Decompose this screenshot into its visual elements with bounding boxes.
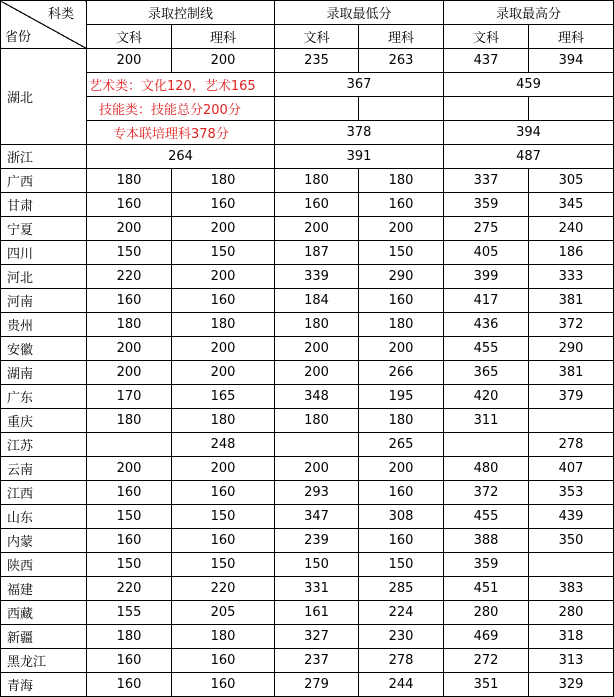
score-cell: 160 — [87, 673, 172, 697]
control-line-header: 录取控制线 — [87, 1, 275, 25]
score-cell: 272 — [444, 649, 529, 673]
score-cell: 160 — [87, 529, 172, 553]
table-row — [1, 289, 614, 313]
score-cell: 205 — [172, 601, 275, 625]
score-cell: 180 — [359, 169, 444, 193]
score-cell: 313 — [529, 649, 614, 673]
score-cell: 280 — [529, 601, 614, 625]
table-row — [1, 217, 614, 241]
score-cell: 235 — [275, 49, 359, 73]
province-cell: 黑龙江 — [1, 649, 87, 673]
score-cell: 285 — [359, 577, 444, 601]
province-cell: 安徽 — [1, 337, 87, 361]
province-cell: 湖南 — [1, 361, 87, 385]
score-cell: 280 — [444, 601, 529, 625]
score-cell: 200 — [172, 457, 275, 481]
score-cell: 160 — [172, 481, 275, 505]
score-cell: 353 — [529, 481, 614, 505]
score-cell: 160 — [172, 649, 275, 673]
score-cell: 155 — [87, 601, 172, 625]
score-cell: 278 — [359, 649, 444, 673]
province-cell: 广东 — [1, 385, 87, 409]
score-cell: 351 — [444, 673, 529, 697]
score-cell: 200 — [172, 361, 275, 385]
score-cell: 455 — [444, 505, 529, 529]
score-cell: 180 — [87, 313, 172, 337]
province-cell: 云南 — [1, 457, 87, 481]
score-cell: 150 — [359, 241, 444, 265]
score-cell: 195 — [359, 385, 444, 409]
score-cell: 200 — [359, 337, 444, 361]
table-row — [1, 265, 614, 289]
score-cell: 160 — [359, 481, 444, 505]
score-cell: 405 — [444, 241, 529, 265]
score-cell: 200 — [87, 337, 172, 361]
table-row — [1, 673, 614, 697]
province-cell-hubei: 湖北 — [1, 49, 87, 145]
score-cell: 420 — [444, 385, 529, 409]
table-row — [1, 505, 614, 529]
score-cell: 230 — [359, 625, 444, 649]
skill-category-note: 技能类：技能总分200分 — [87, 97, 275, 121]
score-cell: 333 — [529, 265, 614, 289]
province-cell: 内蒙 — [1, 529, 87, 553]
score-cell: 329 — [529, 673, 614, 697]
score-cell: 160 — [172, 529, 275, 553]
wen-header: 文科 — [275, 25, 359, 49]
province-cell: 江西 — [1, 481, 87, 505]
header-row-groups — [1, 1, 614, 25]
score-cell: 279 — [275, 673, 359, 697]
score-cell: 327 — [275, 625, 359, 649]
score-cell: 160 — [359, 529, 444, 553]
score-cell: 388 — [444, 529, 529, 553]
province-cell: 山东 — [1, 505, 87, 529]
score-cell: 365 — [444, 361, 529, 385]
score-cell: 161 — [275, 601, 359, 625]
score-cell: 150 — [87, 553, 172, 577]
score-cell: 345 — [529, 193, 614, 217]
score-cell: 487 — [444, 145, 614, 169]
li-header: 理科 — [172, 25, 275, 49]
score-cell: 350 — [529, 529, 614, 553]
table-row — [1, 529, 614, 553]
score-cell: 200 — [172, 265, 275, 289]
score-cell: 150 — [172, 241, 275, 265]
table-row — [1, 193, 614, 217]
score-cell: 348 — [275, 385, 359, 409]
score-cell: 220 — [87, 577, 172, 601]
score-cell: 160 — [172, 193, 275, 217]
score-cell: 266 — [359, 361, 444, 385]
score-cell: 331 — [275, 577, 359, 601]
score-cell: 372 — [444, 481, 529, 505]
score-cell: 379 — [529, 385, 614, 409]
province-cell: 浙江 — [1, 145, 87, 169]
province-cell: 福建 — [1, 577, 87, 601]
empty-cell — [87, 433, 172, 457]
score-cell: 200 — [87, 49, 172, 73]
max-score-header: 录取最高分 — [444, 1, 614, 25]
score-cell: 160 — [87, 193, 172, 217]
score-cell: 180 — [87, 169, 172, 193]
score-cell: 372 — [529, 313, 614, 337]
score-cell: 170 — [87, 385, 172, 409]
score-cell: 399 — [444, 265, 529, 289]
province-cell: 贵州 — [1, 313, 87, 337]
table-row — [1, 577, 614, 601]
score-cell: 165 — [172, 385, 275, 409]
score-cell: 305 — [529, 169, 614, 193]
wen-header: 文科 — [444, 25, 529, 49]
score-cell: 200 — [275, 337, 359, 361]
score-cell: 187 — [275, 241, 359, 265]
province-cell: 河北 — [1, 265, 87, 289]
table-row — [1, 625, 614, 649]
score-cell: 200 — [359, 217, 444, 241]
score-cell: 160 — [172, 289, 275, 313]
score-cell: 180 — [87, 625, 172, 649]
province-cell: 新疆 — [1, 625, 87, 649]
score-cell: 180 — [275, 169, 359, 193]
empty-cell — [444, 433, 529, 457]
province-cell: 河南 — [1, 289, 87, 313]
score-cell: 180 — [172, 409, 275, 433]
score-cell: 311 — [444, 409, 529, 433]
table-row — [1, 337, 614, 361]
province-cell: 甘肃 — [1, 193, 87, 217]
score-cell: 436 — [444, 313, 529, 337]
score-cell: 359 — [444, 193, 529, 217]
table-row — [1, 457, 614, 481]
table-row — [1, 169, 614, 193]
score-cell: 220 — [87, 265, 172, 289]
score-cell: 200 — [275, 217, 359, 241]
li-header: 理科 — [359, 25, 444, 49]
score-cell: 184 — [275, 289, 359, 313]
score-cell: 381 — [529, 361, 614, 385]
province-cell: 青海 — [1, 673, 87, 697]
score-cell: 150 — [87, 505, 172, 529]
score-cell: 469 — [444, 625, 529, 649]
score-cell: 200 — [87, 361, 172, 385]
score-cell: 455 — [444, 337, 529, 361]
score-cell: 220 — [172, 577, 275, 601]
score-cell: 337 — [444, 169, 529, 193]
li-header: 理科 — [529, 25, 614, 49]
score-cell: 160 — [172, 673, 275, 697]
score-cell: 180 — [87, 409, 172, 433]
score-cell: 248 — [172, 433, 275, 457]
category-header: 科类 — [47, 7, 74, 22]
hubei-row-skill — [1, 97, 614, 121]
table-row — [1, 481, 614, 505]
table-row — [1, 649, 614, 673]
corner-header-cell — [1, 1, 87, 49]
score-cell: 407 — [529, 457, 614, 481]
wen-header: 文科 — [87, 25, 172, 49]
empty-cell — [529, 97, 614, 121]
score-cell: 180 — [359, 409, 444, 433]
score-cell: 264 — [87, 145, 275, 169]
hubei-row-joint — [1, 121, 614, 145]
score-cell: 200 — [359, 457, 444, 481]
score-cell: 339 — [275, 265, 359, 289]
province-cell: 陕西 — [1, 553, 87, 577]
empty-cell — [359, 97, 444, 121]
score-cell: 224 — [359, 601, 444, 625]
score-cell: 150 — [87, 241, 172, 265]
score-cell: 200 — [87, 217, 172, 241]
score-cell: 160 — [359, 193, 444, 217]
table-row — [1, 601, 614, 625]
score-cell: 200 — [172, 337, 275, 361]
score-cell: 180 — [172, 169, 275, 193]
score-cell — [529, 409, 614, 433]
score-cell: 200 — [172, 49, 275, 73]
province-cell: 西藏 — [1, 601, 87, 625]
score-cell: 180 — [275, 313, 359, 337]
score-cell: 378 — [275, 121, 444, 145]
table-row — [1, 313, 614, 337]
score-cell: 451 — [444, 577, 529, 601]
score-cell: 200 — [172, 217, 275, 241]
score-cell: 293 — [275, 481, 359, 505]
score-cell: 437 — [444, 49, 529, 73]
score-cell: 308 — [359, 505, 444, 529]
empty-cell — [275, 433, 359, 457]
score-cell: 439 — [529, 505, 614, 529]
score-cell: 383 — [529, 577, 614, 601]
province-header: 省份 — [5, 30, 32, 45]
score-cell: 237 — [275, 649, 359, 673]
score-cell: 290 — [529, 337, 614, 361]
province-cell: 四川 — [1, 241, 87, 265]
table-row — [1, 553, 614, 577]
score-cell: 263 — [359, 49, 444, 73]
score-cell: 160 — [87, 289, 172, 313]
jiangsu-row — [1, 433, 614, 457]
score-cell: 150 — [275, 553, 359, 577]
score-cell: 239 — [275, 529, 359, 553]
score-cell: 180 — [359, 313, 444, 337]
empty-cell — [275, 97, 359, 121]
score-cell: 244 — [359, 673, 444, 697]
empty-cell — [444, 97, 529, 121]
table-row — [1, 409, 614, 433]
joint-training-note: 专本联培理科378分 — [87, 121, 275, 145]
score-cell: 480 — [444, 457, 529, 481]
score-cell: 180 — [172, 313, 275, 337]
score-cell: 394 — [529, 49, 614, 73]
score-cell: 367 — [275, 73, 444, 97]
hubei-row-regular — [1, 49, 614, 73]
score-cell: 200 — [87, 457, 172, 481]
score-cell: 240 — [529, 217, 614, 241]
zhejiang-row — [1, 145, 614, 169]
score-cell: 180 — [172, 625, 275, 649]
score-cell: 275 — [444, 217, 529, 241]
score-cell: 200 — [275, 457, 359, 481]
header-row-subjects — [1, 25, 614, 49]
score-cell: 150 — [172, 553, 275, 577]
score-cell: 417 — [444, 289, 529, 313]
score-cell: 290 — [359, 265, 444, 289]
score-cell: 160 — [87, 649, 172, 673]
score-cell: 265 — [359, 433, 444, 457]
hubei-row-art — [1, 73, 614, 97]
province-cell: 广西 — [1, 169, 87, 193]
score-cell: 186 — [529, 241, 614, 265]
score-cell: 200 — [275, 361, 359, 385]
score-cell: 150 — [172, 505, 275, 529]
score-cell — [529, 553, 614, 577]
province-cell: 重庆 — [1, 409, 87, 433]
table-row — [1, 241, 614, 265]
min-score-header: 录取最低分 — [275, 1, 444, 25]
art-category-note: 艺术类：文化120，艺术165 — [87, 73, 275, 97]
score-cell: 160 — [87, 481, 172, 505]
score-cell: 278 — [529, 433, 614, 457]
score-cell: 180 — [275, 409, 359, 433]
province-cell: 江苏 — [1, 433, 87, 457]
score-cell: 347 — [275, 505, 359, 529]
score-cell: 160 — [359, 289, 444, 313]
score-cell: 359 — [444, 553, 529, 577]
province-cell: 宁夏 — [1, 217, 87, 241]
score-cell: 318 — [529, 625, 614, 649]
score-cell: 160 — [275, 193, 359, 217]
table-row — [1, 385, 614, 409]
score-cell: 150 — [359, 553, 444, 577]
score-cell: 381 — [529, 289, 614, 313]
score-cell: 394 — [444, 121, 614, 145]
table-row — [1, 361, 614, 385]
score-cell: 459 — [444, 73, 614, 97]
score-cell: 391 — [275, 145, 444, 169]
